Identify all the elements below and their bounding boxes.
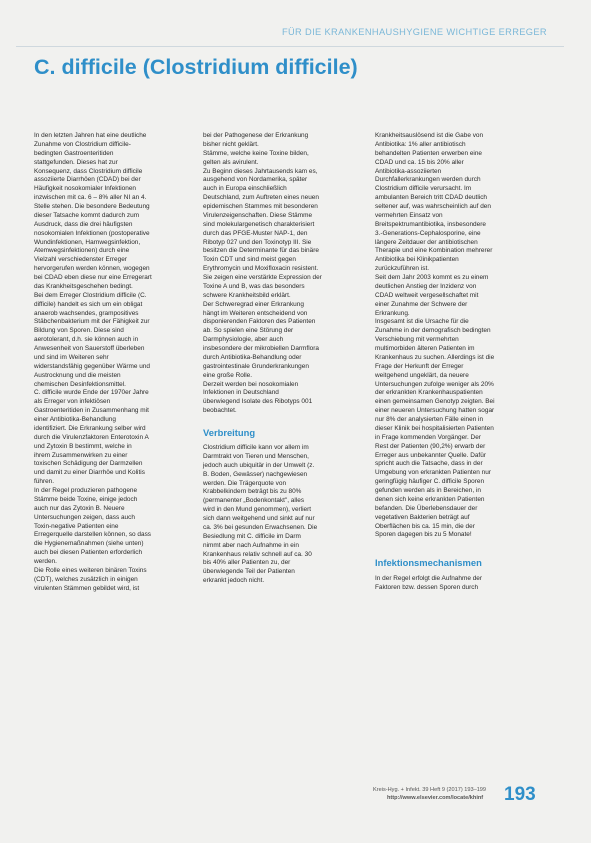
text-line: Seit dem Jahr 2003 kommt es zu einem [375, 274, 489, 281]
page-footer [373, 784, 555, 810]
text-line: disponierenden Faktoren des Patienten [203, 318, 316, 326]
text-line: epidemischen Stammes mit besonderen [203, 203, 318, 210]
text-line: Virulenzeigenschaften. Diese Stämme [203, 211, 313, 219]
text-line: ambulanten Bereich tritt CDAD deutlich [375, 194, 487, 202]
column-1-body [34, 132, 198, 594]
text-line: Deutschland, zum Auftreten eines neuen [203, 194, 319, 202]
text-line: auch nur das Zytoxin B. Neuere [34, 504, 125, 512]
text-line: einer Zunahme der Schwere der [375, 300, 468, 308]
text-line: eine große Rolle. [203, 371, 253, 379]
text-line: Rest der Patienten (90,2%) erwarb der [375, 442, 486, 450]
text-line: durch die Virulenzfaktoren Enterotoxin A [34, 433, 149, 441]
text-line: einen gemeinsamen Genotyp zeigten. Bei [375, 398, 495, 406]
text-line: einer neueren Untersuchung hatten sogar [375, 407, 495, 415]
text-line: durch das PFGE-Muster NAP-1, den [203, 229, 308, 237]
text-line: sich dann weitgehend und sinkt auf nur [203, 515, 315, 522]
text-line: und Zytoxin B bestimmt, welche in [34, 442, 132, 450]
text-line: Bei dem Erreger Clostridium difficile (C. [34, 291, 147, 299]
text-line: der erkrankten Krankenhauspatienten [375, 389, 483, 397]
text-line: identifiziert. Die Erkrankung selber wird [34, 424, 146, 432]
text-line: auch in Europa einschließlich [203, 185, 287, 193]
text-line: C. difficile wurde Ende der 1970er Jahre [34, 389, 149, 397]
text-line: Infektionen in Deutschland [203, 389, 279, 397]
text-line: anaerob wachsendes, grampositives [34, 309, 139, 317]
text-line: Frage der Herkunft der Erreger [375, 362, 464, 370]
text-line: Atemwegsinfektionen) durch eine [34, 247, 130, 255]
text-line: deutlichen Anstieg der Inzidenz von [375, 282, 477, 290]
text-line: Darmphysiologie, aber auch [203, 336, 284, 344]
text-line: als Erreger von infektiösen [34, 398, 111, 406]
text-line: beobachtet. [203, 407, 237, 415]
text-line: Die Rolle eines weiteren binären Toxins [34, 566, 147, 574]
journal-citation: Kreis-Hyg. + Infekt. 39 Heft 9 (2017) 193–199 [373, 787, 487, 793]
text-line: assoziierte Diarrhöen (CDAD) bei der [34, 176, 141, 184]
text-line: difficile) handelt es sich um ein obligat [34, 300, 143, 308]
text-line: erkrankt jedoch nicht. [203, 577, 265, 585]
text-line: bis 40% aller Patienten zu, der [203, 559, 291, 567]
text-line: Besiedlung mit C. difficile im Darm [203, 532, 301, 540]
text-line: Antibiotika-assoziierten [375, 167, 442, 175]
text-line: Anwesenheit von Sauerstoff überleben [34, 345, 145, 352]
text-line: In der Regel erfolgt die Aufnahme der [375, 575, 483, 583]
text-line: B. Boden, Gewässer) nachgewiesen [203, 470, 308, 478]
text-line: Der Schweregrad einer Erkrankung [203, 300, 304, 308]
column-3-body-a [375, 132, 547, 540]
text-line: bedingten Gastroenteritiden [34, 149, 114, 157]
page-number: 193 [504, 784, 536, 805]
text-line: 3.-Generations-Cephalosporine, eine [375, 229, 481, 237]
text-line: und damit zu einer Diarrhöe und Kolitis [34, 469, 145, 477]
text-line: befanden. Die Überlebensdauer der [375, 504, 478, 512]
text-line: Erregerquelle darstellen können, so dass [34, 531, 152, 539]
text-line: werden. Die Trägerquote von [203, 479, 287, 487]
text-line: stattgefunden. Dieses hat zur [34, 158, 118, 166]
text-line: Antibiotika bei Klinikpatienten [375, 256, 459, 264]
text-line: Krabbelkindern beträgt bis zu 80% [203, 488, 302, 496]
text-line: jedoch auch ubiquitär in der Umwelt (z. [203, 461, 315, 469]
text-line: Oberflächen bis ca. 15 min, die der [375, 522, 475, 530]
text-line: seltener auf, was wahrscheinlich auf den [375, 203, 491, 210]
text-line: vermehrten Einsatz von [375, 211, 443, 219]
text-line: einer Antibiotika-Behandlung [34, 416, 116, 423]
text-line: Wundinfektionen, Harnwegsinfektion, [34, 238, 141, 246]
text-line: Zunahme von Clostridium difficile- [34, 140, 131, 148]
text-line: Antibiotika: 1% aller antibiotisch [375, 140, 466, 148]
text-line: Clostridium difficile verursacht. Im [375, 185, 472, 193]
text-line: Umgebung von erkrankten Patienten nur [375, 469, 491, 477]
text-line: das Krankheitsgeschehen bedingt. [34, 282, 133, 290]
text-line: gefunden werden als in Bereichen, in [375, 487, 481, 494]
text-line: Verschiebung mit vermehrten [375, 336, 459, 344]
text-line: chemischen Desinfektionsmittel. [34, 380, 126, 388]
text-line: ihrem Zusammenwirken zu einer [34, 451, 128, 459]
text-line: Stämme beide Toxine, einige jedoch [34, 495, 138, 503]
text-line: wird in den Mund genommen), verliert [203, 506, 312, 514]
text-line: Durchfallerkrankungen werden durch [375, 176, 481, 184]
text-line: Konsequenz, dass Clostridium difficile [34, 167, 143, 175]
text-line: Toxin-negative Patienten eine [34, 522, 119, 530]
text-line: schwere Krankheitsbild erklärt. [203, 291, 291, 299]
text-line: insbesondere der mikrobiellen Darmflora [203, 345, 319, 352]
text-line: sind molekulargenetisch charakterisiert [203, 220, 315, 228]
text-line: Breitspektrumantibiotika, insbesondere [375, 220, 486, 228]
text-line: bei der Pathogenese der Erkrankung [203, 132, 309, 139]
text-line: dieser Tatsache kommt dadurch zum [34, 211, 140, 219]
text-line: (CDT), welches zusätzlich in einigen [34, 575, 138, 583]
text-line: hängt im Weiteren entscheidend von [203, 309, 308, 317]
text-line: inzwischen mit ca. 6 – 8% aller NI an 4. [34, 194, 147, 202]
text-line: Erreger aus unbekannter Quelle. Dafür [375, 451, 486, 459]
text-line: führen. [34, 478, 55, 486]
text-line: behandelten Patienten erwerben eine [375, 149, 483, 157]
text-line: spricht auch die Tatsache, dass in der [375, 460, 483, 468]
text-line: Häufigkeit nosokomialer Infektionen [34, 185, 136, 193]
text-line: längere Zeitdauer der antibiotischen [375, 238, 478, 246]
text-line: In der Regel produzieren pathogene [34, 487, 138, 494]
column-2-body-a [203, 132, 369, 416]
text-line: hervorgerufen werden können, wogegen [34, 265, 150, 273]
text-line: überwiegende Teil der Patienten [203, 568, 295, 576]
text-line: Insgesamt ist die Ursache für die [375, 318, 469, 326]
text-line: (permanenter „Bodenkontakt", alles [203, 497, 305, 505]
text-line: aerotolerant, d.h. sie können auch in [34, 336, 139, 344]
text-line: nur 8% der analysierten Fälle einen in [375, 416, 484, 423]
text-line: Stelle stehen. Die besondere Bedeutung [34, 203, 150, 210]
text-line: Vielzahl verschiedenster Erreger [34, 256, 127, 264]
text-line: nosokomialen Infektionen (postoperative [34, 229, 150, 237]
text-line: widerstandsfähig gegenüber Wärme und [34, 362, 150, 370]
text-line: Clostridium difficile kann vor allem im [203, 444, 309, 451]
text-line: toxischen Schädigung der Darmzellen [34, 460, 143, 468]
text-line: weitgehend ungeklärt, da neuere [375, 371, 469, 379]
text-line: nimmt aber nach Aufnahme in ein [203, 541, 299, 549]
column-3-body-b [375, 575, 547, 593]
text-line: Darmtrakt von Tieren und Menschen, [203, 452, 309, 460]
text-line: CDAD und ca. 15 bis 20% aller [375, 158, 464, 166]
text-line: Sporen dagegen bis zu 5 Monate! [375, 531, 472, 539]
text-column-2 [203, 132, 369, 586]
text-line: dieser Klinik bei hospitalisierten Patienten [375, 424, 494, 432]
text-line: Ausdruck, dass die drei häufigsten [34, 220, 133, 228]
text-line: Gastroenteritiden in Zusammenhang mit [34, 407, 149, 415]
text-line: überwiegend Isolate des Ribotyps 001 [203, 398, 313, 406]
text-line: Toxin CDT und sind meist gegen [203, 256, 296, 264]
section-heading-infektionsmechanismen: Infektionsmechanismen [375, 557, 482, 569]
text-line: Stäbchenbakterium mit der Fähigkeit zur [34, 318, 150, 326]
text-line: und sind im Weiteren sehr [34, 353, 109, 361]
article-title: C. difficile (Clostridium difficile) [34, 55, 358, 79]
text-line: ab. So spielen eine Störung der [203, 327, 294, 335]
text-line: Erkrankung. [375, 309, 410, 317]
text-line: CDAD weltweit vergesellschaftet mit [375, 291, 479, 299]
text-line: ausgehend von Nordamerika, später [203, 176, 308, 184]
text-line: werden. [34, 558, 57, 565]
text-line: besitzen die Determinante für das binäre [203, 247, 319, 255]
running-head: FÜR DIE KRANKENHAUSHYGIENE WICHTIGE ERREGER [281, 27, 547, 37]
text-line: geringfügig häufiger C. difficile Sporen [375, 478, 485, 486]
text-line: multimorbiden älteren Patienten im [375, 345, 475, 352]
text-line: Faktoren bzw. dessen Sporen durch [375, 584, 479, 592]
text-line: Untersuchungen zeigen, dass auch [34, 513, 135, 521]
text-line: Austrocknung und die meisten [34, 371, 121, 379]
column-2-body-b [203, 444, 369, 586]
text-line: gelten als avirulent. [203, 158, 259, 166]
text-line: Bildung von Sporen. Diese sind [34, 327, 124, 335]
text-line: ca. 3% bei gesunden Erwachsenen. Die [203, 523, 318, 531]
journal-url[interactable]: http://www.elsevier.com/locate/khinf [387, 795, 484, 801]
text-line: die Hygienemaßnahmen (siehe unten) [34, 540, 144, 548]
text-line: gastrointestinale Grunderkrankungen [203, 362, 309, 370]
text-line: in Frage kommenden Vorgänger. Der [375, 433, 481, 441]
text-column-1 [34, 132, 198, 594]
text-line: In den letzten Jahren hat eine deutliche [34, 132, 147, 139]
text-line: vegetativen Bakterien beträgt auf [375, 513, 470, 521]
text-line: Therapie und eine Kombination mehrerer [375, 247, 493, 255]
text-line: durch Antibiotika-Behandlung oder [203, 353, 302, 361]
text-line: Zunahme in der demografisch bedingten [375, 327, 491, 335]
text-line: Ribotyp 027 und den Toxinotyp III. Sie [203, 238, 312, 246]
text-line: denen sich keine erkrankten Patienten [375, 495, 485, 503]
text-line: Stämme, welche keine Toxine bilden, [203, 149, 309, 157]
text-line: zurückzuführen ist. [375, 265, 430, 273]
text-line: Zu Beginn dieses Jahrtausends kam es, [203, 167, 318, 175]
text-line: bei CDAD eben diese nur eine Erregerart [34, 274, 152, 281]
text-line: auch bei diesen Patienten erforderlich [34, 549, 143, 557]
text-line: Derzeit werden bei nosokomialen [203, 380, 299, 388]
text-line: Krankenhaus relativ schnell auf ca. 30 [203, 550, 312, 558]
header-divider [16, 46, 564, 47]
section-heading-verbreitung: Verbreitung [203, 427, 256, 438]
text-line: Krankenhaus zu suchen. Allerdings ist die [375, 353, 495, 361]
text-column-3 [375, 132, 547, 593]
text-line: bisher nicht geklärt. [203, 140, 259, 148]
text-line: Krankheitsauslösend ist die Gabe von [375, 132, 484, 139]
text-line: Untersuchungen zufolge weniger als 20% [375, 380, 494, 388]
text-line: Erythromycin und Moxifloxacin resistent. [203, 265, 319, 273]
text-line: Sie zeigen eine verstärkte Expression der [203, 274, 322, 281]
text-line: Toxine A und B, was das besonders [203, 282, 305, 290]
text-line: virulenten Stämmen gebildet wird, ist [34, 584, 140, 592]
